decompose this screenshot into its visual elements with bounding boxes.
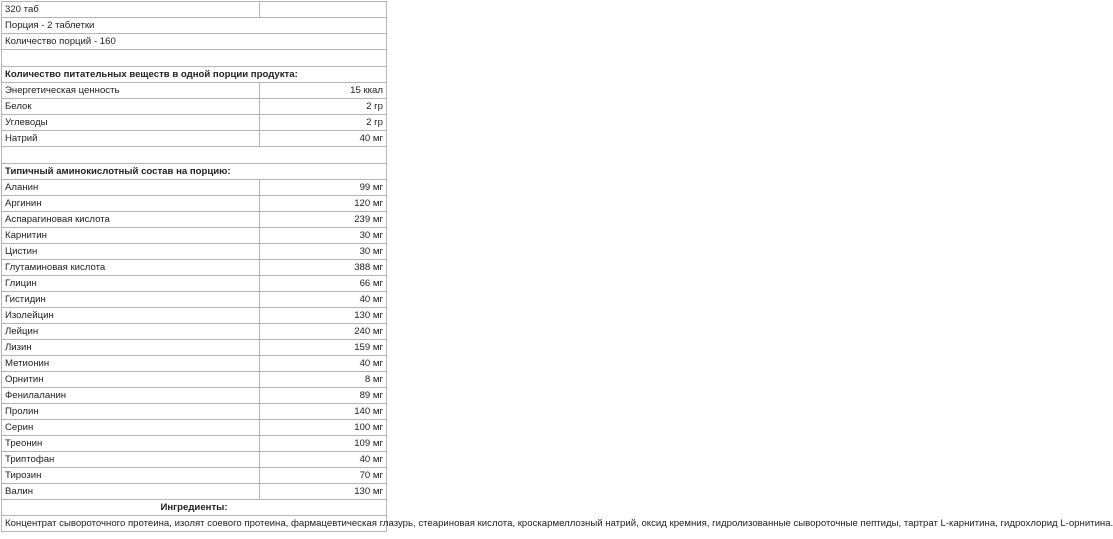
amino-name-cell[interactable]: Валин: [2, 484, 260, 500]
ingredients-text-row: [2, 516, 387, 532]
table-row: [2, 244, 387, 260]
amino-heading-group: [2, 147, 387, 180]
amino-name-cell[interactable]: Метионин: [2, 356, 260, 372]
nutrition-name-cell[interactable]: Энергетическая ценность: [2, 83, 260, 99]
table-row: [2, 83, 387, 99]
amino-heading-row: [2, 164, 387, 180]
amino-name-cell[interactable]: Аргинин: [2, 196, 260, 212]
table-row: [2, 468, 387, 484]
table-body: [2, 2, 387, 83]
amino-name-cell[interactable]: Изолейцин: [2, 308, 260, 324]
nutrition-value-cell[interactable]: 40 мг: [260, 131, 387, 147]
table-row: [2, 372, 387, 388]
amino-value-cell[interactable]: 100 мг: [260, 420, 387, 436]
amino-value-cell[interactable]: 30 мг: [260, 228, 387, 244]
amino-name-cell[interactable]: Аланин: [2, 180, 260, 196]
amino-value-cell[interactable]: 239 мг: [260, 212, 387, 228]
amino-name-cell[interactable]: Аспарагиновая кислота: [2, 212, 260, 228]
nutrition-value-cell[interactable]: 2 гр: [260, 115, 387, 131]
amino-value-cell[interactable]: 40 мг: [260, 356, 387, 372]
amino-value-cell[interactable]: 120 мг: [260, 196, 387, 212]
amino-name-cell[interactable]: Лизин: [2, 340, 260, 356]
nutrition-name-cell[interactable]: Натрий: [2, 131, 260, 147]
table-row: [2, 420, 387, 436]
amino-name-cell[interactable]: Глутаминовая кислота: [2, 260, 260, 276]
amino-name-cell[interactable]: Серин: [2, 420, 260, 436]
ingredients-group: [2, 500, 1113, 532]
nutrition-name-cell[interactable]: Белок: [2, 99, 260, 115]
amino-name-cell[interactable]: Фенилаланин: [2, 388, 260, 404]
table-row: [2, 131, 387, 147]
amino-value-cell[interactable]: 388 мг: [260, 260, 387, 276]
nutrition-value-cell[interactable]: 15 ккал: [260, 83, 387, 99]
table-row: [2, 484, 387, 500]
table-row: [2, 115, 387, 131]
amino-value-cell[interactable]: 40 мг: [260, 452, 387, 468]
amino-name-cell[interactable]: Гистидин: [2, 292, 260, 308]
table-row: [2, 436, 387, 452]
table-row: [2, 292, 387, 308]
nutrition-heading-row: [2, 67, 387, 83]
spacer-row: [2, 147, 387, 164]
amino-name-cell[interactable]: Орнитин: [2, 372, 260, 388]
amino-value-cell[interactable]: 130 мг: [260, 484, 387, 500]
table-row: [2, 196, 387, 212]
amino-value-cell[interactable]: 130 мг: [260, 308, 387, 324]
amino-value-cell[interactable]: 30 мг: [260, 244, 387, 260]
amino-value-cell[interactable]: 89 мг: [260, 388, 387, 404]
amino-name-cell[interactable]: Триптофан: [2, 452, 260, 468]
amino-value-cell[interactable]: 70 мг: [260, 468, 387, 484]
amino-value-cell[interactable]: 240 мг: [260, 324, 387, 340]
nutrition-table: [1, 1, 1113, 532]
table-row: [2, 260, 387, 276]
nutrition-name-cell[interactable]: Углеводы: [2, 115, 260, 131]
table-row: [2, 308, 387, 324]
amino-name-cell[interactable]: Цистин: [2, 244, 260, 260]
table-row: [2, 228, 387, 244]
amino-name-cell[interactable]: Пролин: [2, 404, 260, 420]
servings-row: [2, 34, 387, 50]
nutrition-value-cell[interactable]: 2 гр: [260, 99, 387, 115]
amino-value-cell[interactable]: 8 мг: [260, 372, 387, 388]
empty-cell[interactable]: [260, 2, 387, 18]
table-row: [2, 388, 387, 404]
amino-name-cell[interactable]: Треонин: [2, 436, 260, 452]
amino-name-cell[interactable]: Тирозин: [2, 468, 260, 484]
spacer-row: [2, 50, 387, 67]
ingredients-heading-row: [2, 500, 387, 516]
servings-cell[interactable]: Количество порций - 160: [2, 34, 387, 50]
title-row: [2, 2, 387, 18]
table-row: [2, 99, 387, 115]
empty-cell[interactable]: [2, 50, 387, 67]
amino-name-cell[interactable]: Карнитин: [2, 228, 260, 244]
nutrition-rows: [2, 83, 387, 147]
table-row: [2, 340, 387, 356]
amino-name-cell[interactable]: Глицин: [2, 276, 260, 292]
nutrition-heading[interactable]: Количество питательных веществ в одной порции продукта:: [2, 67, 387, 83]
amino-value-cell[interactable]: 40 мг: [260, 292, 387, 308]
amino-value-cell[interactable]: 109 мг: [260, 436, 387, 452]
table-row: [2, 452, 387, 468]
amino-value-cell[interactable]: 66 мг: [260, 276, 387, 292]
table-row: [2, 212, 387, 228]
empty-cell[interactable]: [2, 147, 387, 164]
ingredients-heading[interactable]: Ингредиенты:: [2, 500, 387, 516]
table-row: [2, 356, 387, 372]
ingredients-text[interactable]: Концентрат сывороточного протеина, изолят соевого протеина, фармацевтическая глазурь, стеариновая кислота, кроскармеллозный натрий, оксид кремния, гидролизованные сывороточные пептиды, тартрат L-карнитина, гидрохлорид L-орнитина.: [2, 516, 387, 532]
amino-value-cell[interactable]: 159 мг: [260, 340, 387, 356]
portion-cell[interactable]: Порция - 2 таблетки: [2, 18, 387, 34]
amino-rows: [2, 180, 387, 500]
table-row: [2, 180, 387, 196]
amino-value-cell[interactable]: 140 мг: [260, 404, 387, 420]
amino-value-cell[interactable]: 99 мг: [260, 180, 387, 196]
amino-name-cell[interactable]: Лейцин: [2, 324, 260, 340]
title-cell[interactable]: 320 таб: [2, 2, 260, 18]
table-row: [2, 276, 387, 292]
amino-heading[interactable]: Типичный аминокислотный состав на порцию:: [2, 164, 387, 180]
table-row: [2, 404, 387, 420]
table-row: [2, 324, 387, 340]
portion-row: [2, 18, 387, 34]
